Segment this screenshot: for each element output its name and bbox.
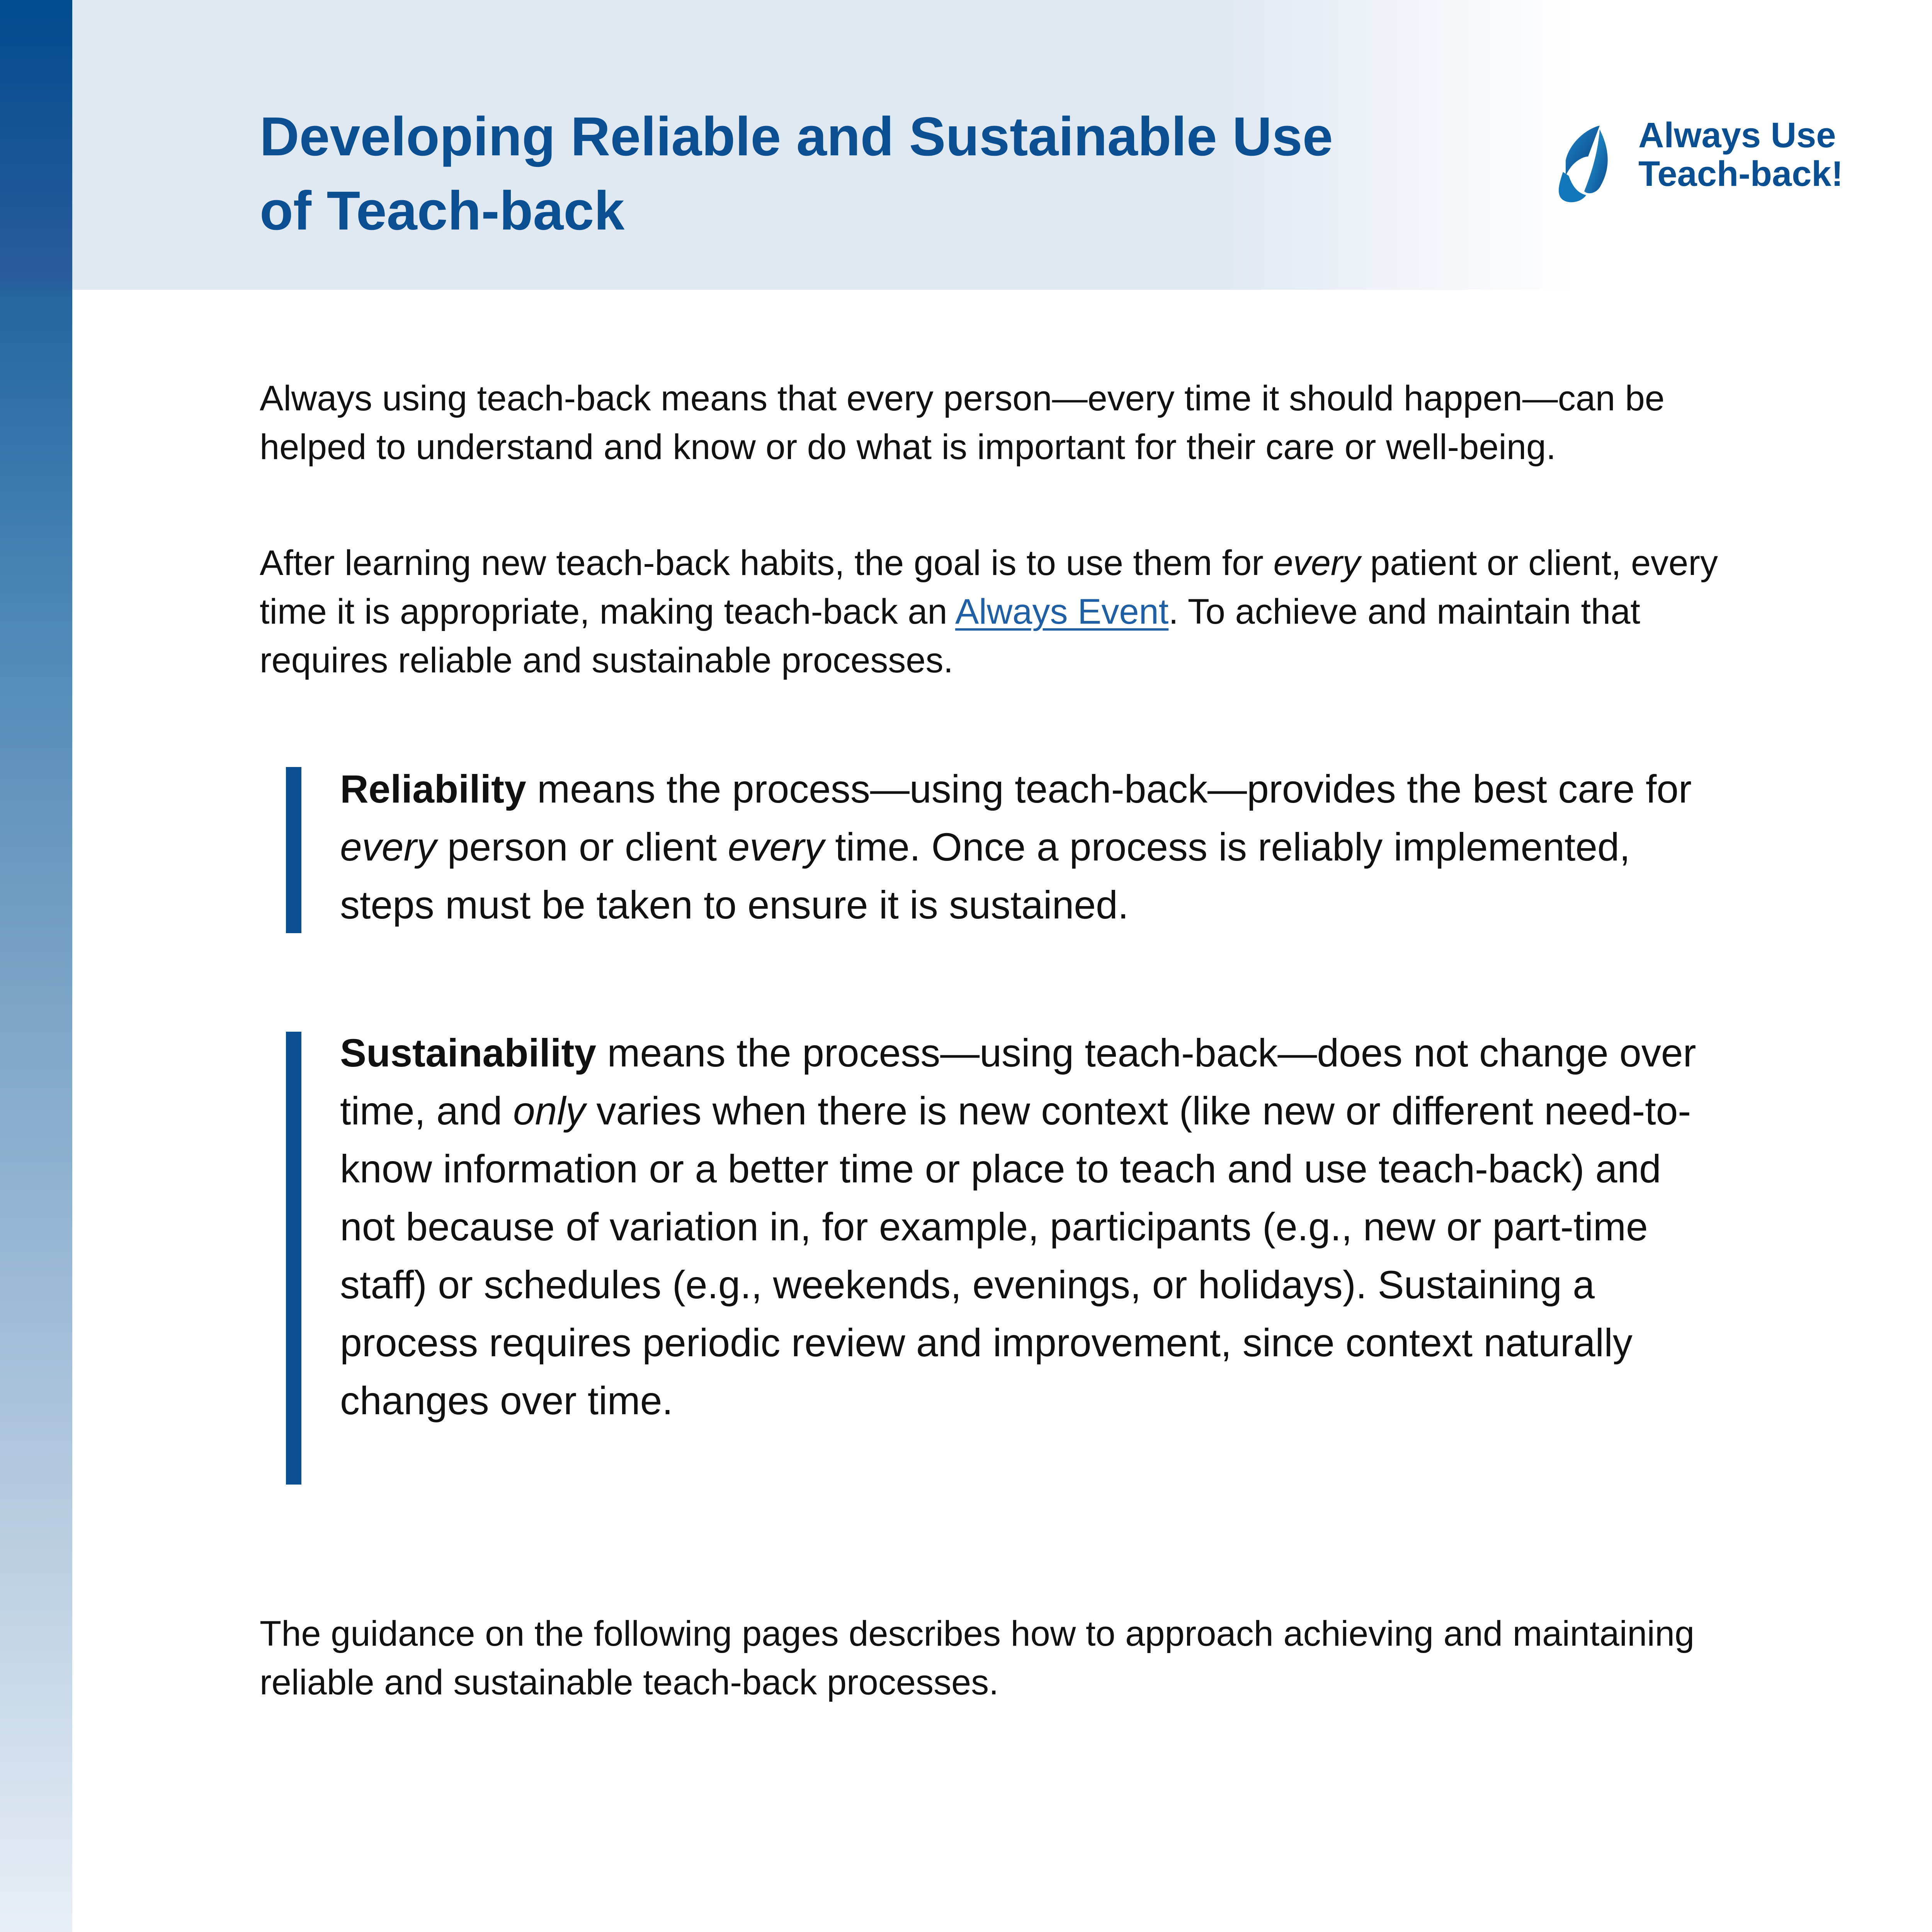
teach-back-logo-icon [1542, 114, 1619, 203]
sustainability-definition [340, 1024, 1716, 1430]
callout-text: means the process—using teach-back—provides the best care for [526, 767, 1692, 811]
reliability-term: Reliability [340, 767, 526, 811]
p2-text-b: patient or client, every time it is appropriate, making teach-back an [260, 543, 1718, 631]
sustainability-callout [286, 1032, 1716, 1485]
left-gradient-stripe [0, 0, 72, 1932]
reliability-definition [340, 760, 1716, 934]
p2-emphasis: every [1273, 543, 1361, 583]
always-event-link[interactable]: Always Event [955, 592, 1169, 631]
title-line-1: Developing Reliable and Sustainable Use [260, 106, 1333, 167]
callout-accent-bar [286, 1032, 301, 1485]
callout-text: varies when there is new context (like new or different need-to-know information or a better time or place to teach and use teach-back) and not because of variation in, for example, participants (e.g., new or part-time staff) or schedules (e.g., weekends, evenings, or holidays). Sustaining a process requires periodic review and improvement, since context naturally changes over time. [340, 1089, 1691, 1423]
intro-paragraph-1: Always using teach-back means that every person—every time it should happen—can be helped to understand and know or do what is important for their care or well-being. [260, 379, 1665, 467]
p2-text-a: After learning new teach-back habits, the goal is to use them for [260, 543, 1274, 583]
closing-paragraph: The guidance on the following pages describes how to approach achieving and maintaining reliable and sustainable teach-back processes. [260, 1614, 1695, 1702]
always-use-teach-back-logo [1542, 114, 1882, 203]
callout-accent-bar [286, 767, 301, 933]
callout-emphasis: every [728, 825, 824, 869]
brand-line-1: Always Use [1638, 116, 1836, 155]
reliability-callout [286, 767, 1716, 933]
callout-text: means the process—using teach-back—does not change over time, and [340, 1031, 1696, 1133]
sustainability-term: Sustainability [340, 1031, 597, 1075]
title-line-2: of Teach-back [260, 180, 625, 242]
brand-text [1638, 116, 1843, 193]
page-title [260, 100, 1496, 248]
brand-line-2: Teach-back! [1638, 154, 1844, 194]
callout-text: time. Once a process is reliably implemented, steps must be taken to ensure it is sustained. [340, 825, 1631, 927]
callout-text: person or client [436, 825, 728, 869]
intro-paragraph-2 [260, 539, 1767, 685]
callout-emphasis: every [340, 825, 437, 869]
p2-text-c: . To achieve and maintain that requires reliable and sustainable processes. [260, 592, 1640, 680]
callout-emphasis: only [513, 1089, 586, 1133]
